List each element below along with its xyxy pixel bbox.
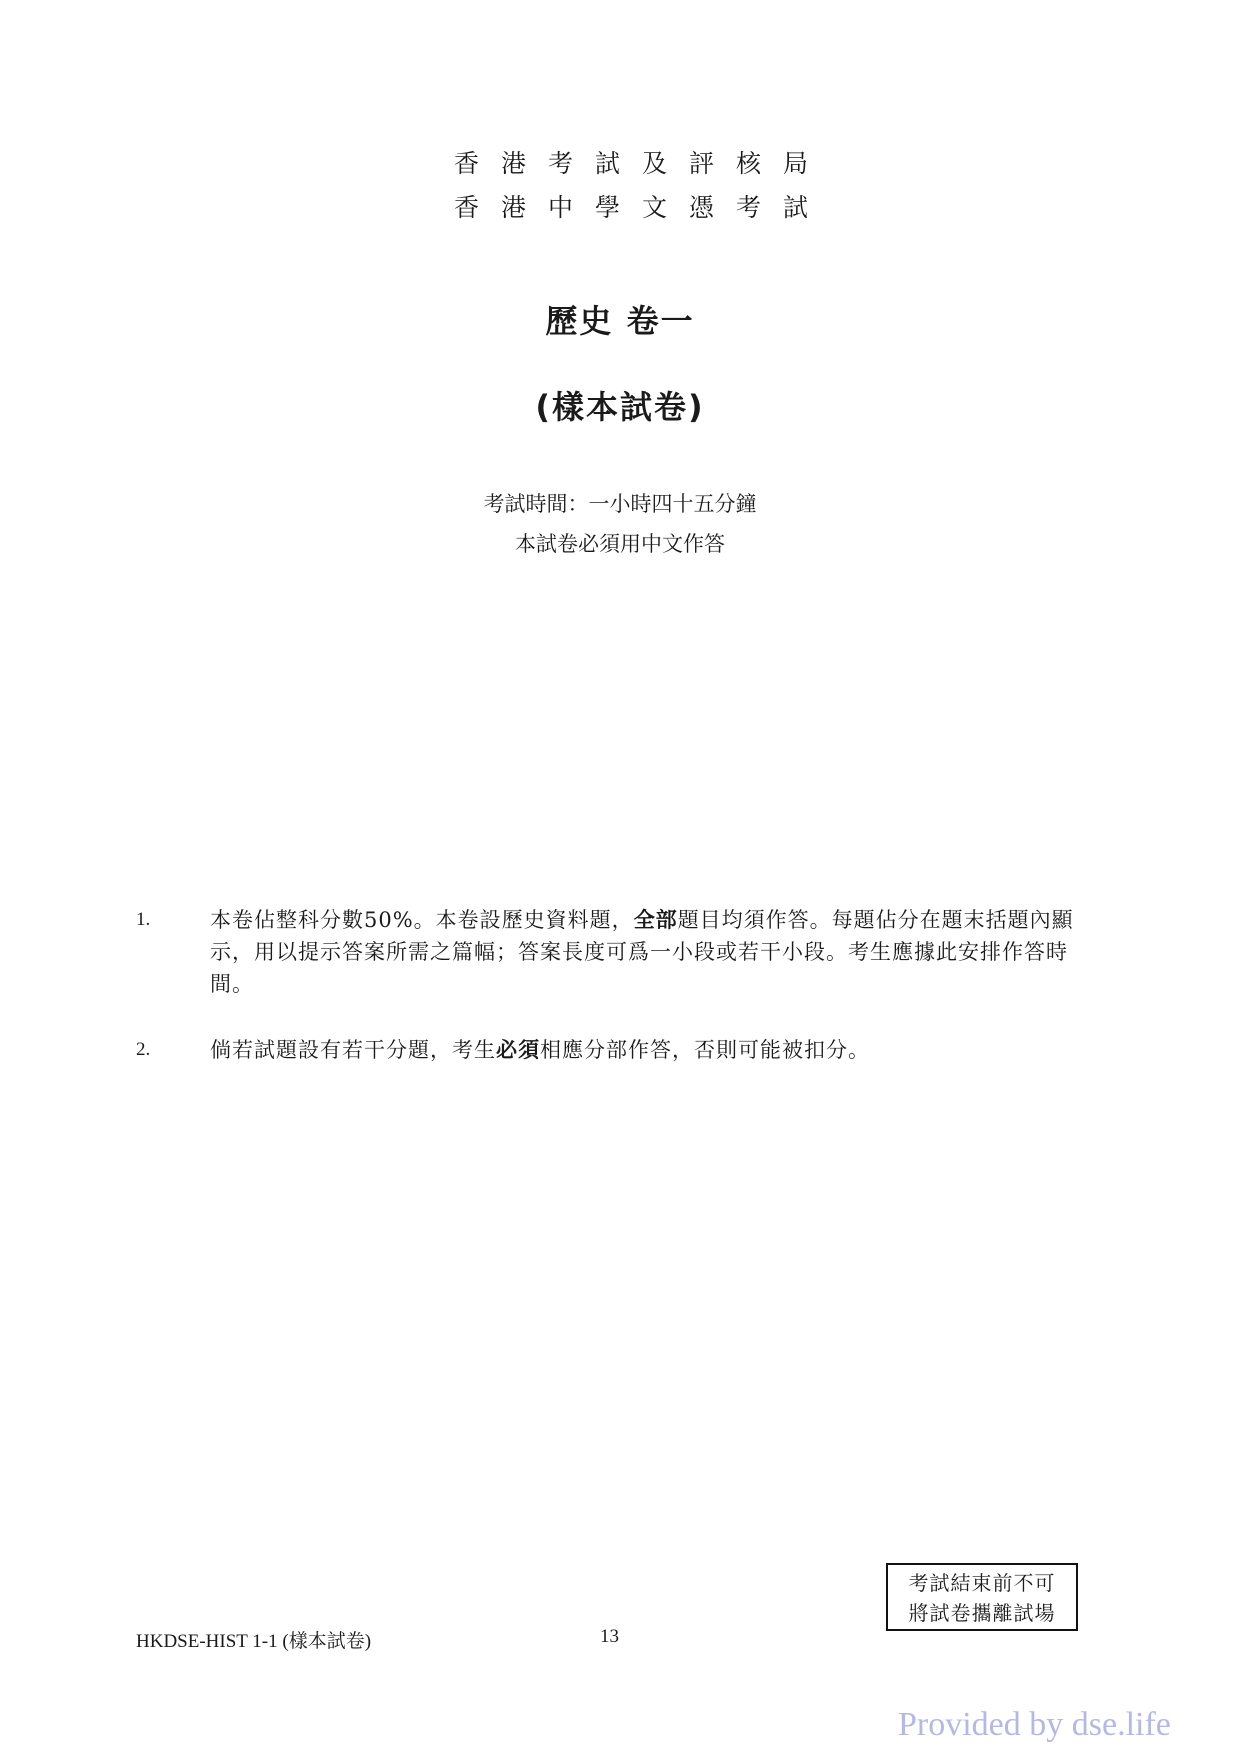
instruction-item xyxy=(136,1034,1116,1074)
instruction-text xyxy=(210,1034,1110,1066)
paper-subtitle: (樣本試卷) xyxy=(535,388,705,426)
exam-duration: 考試時間：一小時四十五分鐘 xyxy=(483,492,757,516)
instruction-text-part: 倘若試題設有若干分題，考生 xyxy=(210,1038,496,1062)
exam-authority-header xyxy=(0,142,1240,230)
instruction-number: 2. xyxy=(136,1039,151,1060)
exam-info xyxy=(0,484,1240,564)
notice-box xyxy=(886,1563,1078,1631)
organization-name: 香港考試及評核局 xyxy=(453,149,830,178)
watermark-link[interactable]: Provided by dse.life xyxy=(898,1706,1171,1743)
notice-line: 將試卷攜離試場 xyxy=(908,1601,1056,1625)
instruction-text-part: 本卷佔整科分數50%。本卷設歷史資料題， xyxy=(210,908,634,932)
emphasis-text: 必須 xyxy=(496,1038,540,1062)
paper-title: 歷史 卷一 xyxy=(545,302,695,340)
page-number: 13 xyxy=(600,1626,619,1647)
instruction-text xyxy=(210,904,1110,1000)
paper-code: HKDSE-HIST 1-1 (樣本試卷) xyxy=(136,1631,372,1652)
instruction-text-part: 題目均須作答。每題佔分在題末括題內顯示，用以提示答案所需之篇幅；答案長度可爲一小段或若干小段。考生應據此安排作答時間。 xyxy=(210,908,1074,996)
instruction-text-part: 相應分部作答，否則可能被扣分。 xyxy=(540,1038,870,1062)
instruction-item xyxy=(136,904,1116,1004)
answer-language: 本試卷必須用中文作答 xyxy=(515,532,725,556)
instruction-number: 1. xyxy=(136,909,151,930)
emphasis-text: 全部 xyxy=(633,908,678,932)
notice-line: 考試結束前不可 xyxy=(908,1571,1056,1595)
exam-name: 香港中學文憑考試 xyxy=(453,193,830,222)
